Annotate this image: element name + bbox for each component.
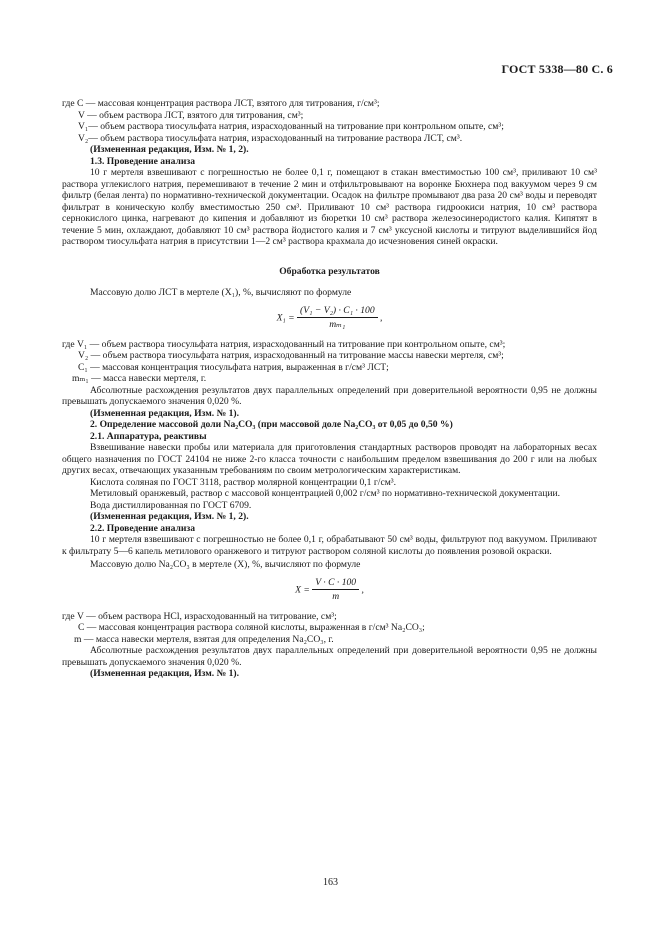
formula-2 [62,577,597,605]
page-content [62,98,597,680]
definition-line: V₂— объем раствора тиосульфата натрия, израсходованный на титрование раствора ЛСТ, см³. [78,132,463,144]
formula-tail: , [361,583,364,595]
definition-line: C — массовая концентрация раствора соляной кислоты, выраженная в г/см³ Na₂CO₃; [78,622,425,633]
page-header: ГОСТ 5338—80 С. 6 [501,62,613,76]
formula-intro: Массовую долю Na₂CO₃ в мертеле (X), %, вычисляют по формуле [90,559,361,570]
section-title: Обработка результатов [279,265,380,277]
formula-lhs: X = [295,583,310,595]
formula-fraction [297,305,378,331]
paragraph: Взвешивание навески пробы или материала для приготовления стандартных растворов проводят на лабораторных весах общего назначения по ГОСТ 24104 не ниже 2-го класса точности с наибольшим пределом взвешивания до 200 г или на любых других весах, отвечающих указанным требованиям по своим метрологическим характеристикам. [62,442,597,476]
section-heading: 2. Определение массовой доли Na₂CO₃ (при массовой доле Na₂CO₃ от 0,05 до 0,50 %) [90,419,453,430]
definition-line: C₁ — массовая концентрация тиосульфата натрия, выраженная в г/см³ ЛСТ; [78,361,389,373]
definition-line: V — объем раствора ЛСТ, взятого для титрования, см³; [78,109,304,121]
section-heading: 1.3. Проведение анализа [90,155,196,167]
reagent-line: Кислота соляная по ГОСТ 3118, раствор молярной концентрации 0,1 г/см³. [90,476,397,488]
definition-line: V₂ — объем раствора тиосульфата натрия, израсходованный на титрование массы навески мертеля, см³; [78,350,504,361]
formula-denominator: mₘ₁ [329,319,346,330]
formula-numerator: V · C · 100 [312,577,359,591]
formula-denominator: m [332,591,340,602]
paragraph: 10 г мертеля взвешивают с погрешностью не более 0,1 г, обрабатывают 50 см³ воды, фильтруют под вакуумом. Приливают к фильтрату 5—6 капель метилового оранжевого и титруют раствором соляной кислоты до появления розовой окраски. [62,534,597,557]
definition-line: где V — объем раствора HCl, израсходованный на титрование, см³; [62,610,337,622]
formula-tail: , [380,311,383,323]
paragraph: Абсолютные расхождения результатов двух параллельных определений при доверительной вероятности 0,95 не должны превышать допускаемого значения 0,020 %. [62,384,597,407]
section-heading: 2.2. Проведение анализа [90,522,196,534]
formula-fraction [312,577,359,603]
section-heading: 2.1. Аппаратура, реактивы [90,430,207,442]
edit-note: (Измененная редакция, Изм. № 1, 2). [90,511,249,522]
formula-1 [62,305,597,333]
edit-note: (Измененная редакция, Изм. № 1). [90,407,240,419]
definition-line: V₁— объем раствора тиосульфата натрия, израсходованный на титрование при контрольном опыте, см³; [78,121,504,132]
formula-lhs: X₁ = [276,311,295,323]
paragraph: Абсолютные расхождения результатов двух параллельных определений при доверительной вероятности 0,95 не должны превышать допускаемого значения 0,020 %. [62,645,597,668]
reagent-line: Метиловый оранжевый, раствор с массовой концентрацией 0,002 г/см³ по нормативно-технической документации. [90,488,561,499]
definition-line: mₘ₁ — масса навески мертеля, г. [72,373,207,384]
definition-line: где C — массовая концентрация раствора ЛСТ, взятого для титрования, г/см³; [62,98,380,109]
formula-numerator: (V₁ − V₂) · C₁ · 100 [297,305,378,319]
formula-intro: Массовую долю ЛСТ в мертеле (X₁), %, вычисляют по формуле [90,287,352,298]
edit-note: (Измененная редакция, Изм. № 1, 2). [90,144,249,155]
page-number: 163 [323,877,338,888]
definition-line: где V₁ — объем раствора тиосульфата натрия, израсходованный на титрование при контрольном опыте, см³; [62,338,506,350]
definition-line: m — масса навески мертеля, взятая для определения Na₂CO₃, г. [74,633,334,645]
reagent-line: Вода дистиллированная по ГОСТ 6709. [90,499,252,511]
paragraph: 10 г мертеля взвешивают с погрешностью не более 0,1 г, помещают в стакан вместимостью 100 см³, приливают 10 см³ раствора углекислого натрия, перемешивают в течение 2 мин и отфильтровывают на воронке Бюхнера под вакуумом через 9 см фильтр (белая лента) по нормативно-технической документации. Осадок на фильтре промывают два раза 20 см³ воды и переводят фильтрат в коническую колбу вместимостью 250 см³. Приливают 10 см³ раствора гидроокиси натрия, 10 см³ раствора сернокислого цинка, нагревают до кипения и добавляют из бюретки 10 см³ раствора железосинеродистого калия. Кипятят в течение 5 мин, охлаждают, добавляют 10 см³ раствора йодистого калия и 7 см³ уксусной кислоты и титруют выделившийся йод раствором тиосульфата натрия в присутствии 1—2 см³ раствора крахмала до исчезновения синей окраски. [62,167,597,247]
edit-note: (Измененная редакция, Изм. № 1). [90,668,240,679]
